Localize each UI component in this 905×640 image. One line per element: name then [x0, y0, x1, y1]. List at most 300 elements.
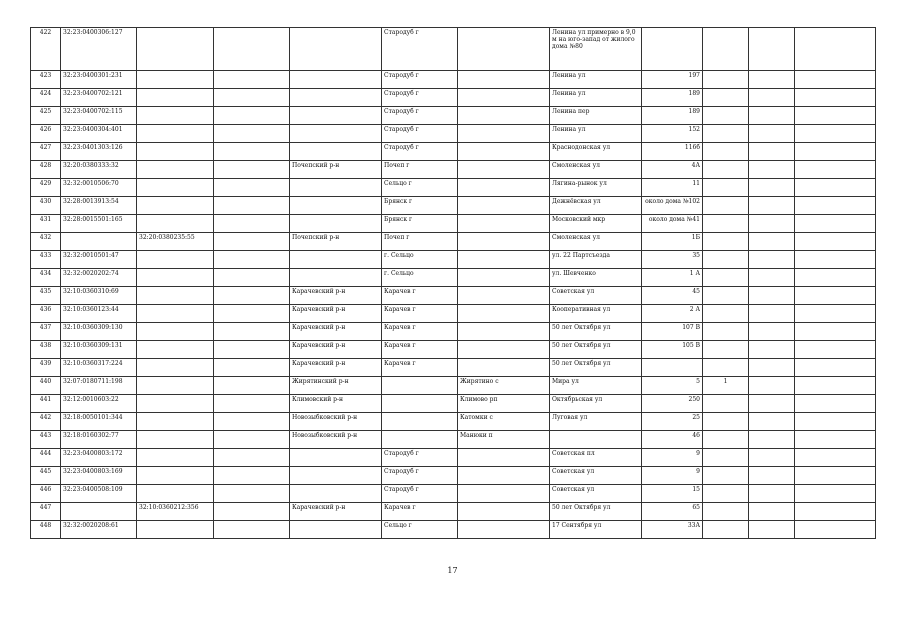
row-number-cell: 432 — [31, 233, 61, 251]
building-cell — [703, 449, 749, 467]
settlement-cell — [458, 449, 550, 467]
building-cell — [703, 125, 749, 143]
empty-cell — [749, 179, 795, 197]
cadastral-number-cell: 32:12:0010603:22 — [61, 395, 137, 413]
settlement-cell — [458, 359, 550, 377]
empty-cell — [749, 503, 795, 521]
house-number-cell: 1Б — [642, 233, 703, 251]
empty-cell — [795, 89, 876, 107]
cadastral-number-cell: 32:18:0050101:344 — [61, 413, 137, 431]
city-cell — [382, 413, 458, 431]
district-cell: Почепский р-н — [290, 233, 382, 251]
empty-cell — [795, 143, 876, 161]
table-row — [31, 89, 876, 107]
empty-cell — [749, 377, 795, 395]
district-cell — [290, 521, 382, 539]
district-cell — [290, 449, 382, 467]
city-cell — [382, 377, 458, 395]
empty-cell — [214, 269, 290, 287]
settlement-cell — [458, 233, 550, 251]
registry-table — [30, 27, 876, 539]
city-cell: Почеп г — [382, 161, 458, 179]
parent-cadastral-number-cell: 32:20:0380235:55 — [137, 233, 214, 251]
house-number-cell: 1 А — [642, 269, 703, 287]
parent-cadastral-number-cell — [137, 341, 214, 359]
row-number-cell: 436 — [31, 305, 61, 323]
street-cell: Советская ул — [550, 467, 642, 485]
district-cell — [290, 107, 382, 125]
district-cell: Новозыбковский р-н — [290, 431, 382, 449]
empty-cell — [749, 287, 795, 305]
row-number-cell: 425 — [31, 107, 61, 125]
empty-cell — [214, 28, 290, 71]
empty-cell — [214, 377, 290, 395]
house-number-cell: 105 В — [642, 341, 703, 359]
cadastral-number-cell: 32:07:0180711:198 — [61, 377, 137, 395]
empty-cell — [749, 395, 795, 413]
street-cell: Октябрьская ул — [550, 395, 642, 413]
building-cell — [703, 161, 749, 179]
empty-cell — [795, 341, 876, 359]
table-row — [31, 503, 876, 521]
district-cell: Почепский р-н — [290, 161, 382, 179]
street-cell: 50 лет Октября ул — [550, 503, 642, 521]
settlement-cell — [458, 28, 550, 71]
table-row — [31, 269, 876, 287]
building-cell — [703, 521, 749, 539]
row-number-cell: 437 — [31, 323, 61, 341]
district-cell: Карачевский р-н — [290, 341, 382, 359]
row-number-cell: 428 — [31, 161, 61, 179]
table-row — [31, 233, 876, 251]
building-cell — [703, 71, 749, 89]
street-cell: Смоленская ул — [550, 161, 642, 179]
building-cell — [703, 305, 749, 323]
building-cell — [703, 251, 749, 269]
street-cell: Луговая ул — [550, 413, 642, 431]
table-row — [31, 449, 876, 467]
parent-cadastral-number-cell: 32:10:0360212:356 — [137, 503, 214, 521]
building-cell — [703, 341, 749, 359]
empty-cell — [214, 359, 290, 377]
settlement-cell — [458, 161, 550, 179]
street-cell: ул. 22 Партсъезда — [550, 251, 642, 269]
cadastral-number-cell: 32:10:0360123:44 — [61, 305, 137, 323]
city-cell: Стародуб г — [382, 71, 458, 89]
empty-cell — [214, 233, 290, 251]
city-cell: Карачев г — [382, 305, 458, 323]
street-cell: Дежнёвская ул — [550, 197, 642, 215]
empty-cell — [214, 431, 290, 449]
street-cell: Кооперативная ул — [550, 305, 642, 323]
row-number-cell: 430 — [31, 197, 61, 215]
street-cell: Лягина-рынок ул — [550, 179, 642, 197]
district-cell — [290, 28, 382, 71]
building-cell — [703, 179, 749, 197]
settlement-cell — [458, 143, 550, 161]
building-cell — [703, 28, 749, 71]
empty-cell — [749, 359, 795, 377]
empty-cell — [795, 503, 876, 521]
table-row — [31, 179, 876, 197]
city-cell: г. Сельцо — [382, 269, 458, 287]
row-number-cell: 429 — [31, 179, 61, 197]
empty-cell — [749, 323, 795, 341]
page-number: 17 — [447, 566, 458, 575]
city-cell — [382, 431, 458, 449]
settlement-cell: Манюки п — [458, 431, 550, 449]
street-cell: Ленина ул — [550, 89, 642, 107]
row-number-cell: 427 — [31, 143, 61, 161]
row-number-cell: 447 — [31, 503, 61, 521]
table-row — [31, 287, 876, 305]
parent-cadastral-number-cell — [137, 215, 214, 233]
empty-cell — [214, 305, 290, 323]
building-cell — [703, 503, 749, 521]
settlement-cell — [458, 269, 550, 287]
empty-cell — [749, 28, 795, 71]
empty-cell — [214, 485, 290, 503]
parent-cadastral-number-cell — [137, 197, 214, 215]
cadastral-number-cell: 32:28:0013913:54 — [61, 197, 137, 215]
street-cell: 50 лет Октября ул — [550, 341, 642, 359]
street-cell: Советская пл — [550, 449, 642, 467]
house-number-cell: 5 — [642, 377, 703, 395]
empty-cell — [795, 125, 876, 143]
parent-cadastral-number-cell — [137, 395, 214, 413]
row-number-cell: 441 — [31, 395, 61, 413]
settlement-cell: Климово рп — [458, 395, 550, 413]
empty-cell — [214, 215, 290, 233]
empty-cell — [795, 413, 876, 431]
table-row — [31, 71, 876, 89]
empty-cell — [214, 197, 290, 215]
row-number-cell: 442 — [31, 413, 61, 431]
settlement-cell — [458, 179, 550, 197]
street-cell: Московский мкр — [550, 215, 642, 233]
empty-cell — [214, 413, 290, 431]
parent-cadastral-number-cell — [137, 89, 214, 107]
table-body — [31, 28, 876, 539]
settlement-cell — [458, 503, 550, 521]
street-cell: Советская ул — [550, 287, 642, 305]
building-cell — [703, 485, 749, 503]
building-cell — [703, 359, 749, 377]
parent-cadastral-number-cell — [137, 143, 214, 161]
empty-cell — [795, 431, 876, 449]
empty-cell — [214, 503, 290, 521]
parent-cadastral-number-cell — [137, 413, 214, 431]
table-row — [31, 485, 876, 503]
house-number-cell: 46 — [642, 431, 703, 449]
empty-cell — [795, 449, 876, 467]
district-cell: Карачевский р-н — [290, 287, 382, 305]
row-number-cell: 443 — [31, 431, 61, 449]
building-cell — [703, 395, 749, 413]
empty-cell — [795, 28, 876, 71]
table-row — [31, 107, 876, 125]
parent-cadastral-number-cell — [137, 485, 214, 503]
cadastral-number-cell: 32:32:0010506:70 — [61, 179, 137, 197]
empty-cell — [795, 287, 876, 305]
cadastral-number-cell: 32:18:0160302:77 — [61, 431, 137, 449]
row-number-cell: 448 — [31, 521, 61, 539]
empty-cell — [214, 89, 290, 107]
house-number-cell: 33А — [642, 521, 703, 539]
parent-cadastral-number-cell — [137, 305, 214, 323]
row-number-cell: 446 — [31, 485, 61, 503]
empty-cell — [749, 125, 795, 143]
district-cell — [290, 143, 382, 161]
building-cell — [703, 287, 749, 305]
building-cell — [703, 269, 749, 287]
building-cell — [703, 197, 749, 215]
street-cell: ул. Шевченко — [550, 269, 642, 287]
district-cell — [290, 251, 382, 269]
city-cell: Стародуб г — [382, 143, 458, 161]
house-number-cell: 15 — [642, 485, 703, 503]
row-number-cell: 426 — [31, 125, 61, 143]
settlement-cell — [458, 197, 550, 215]
table-row — [31, 305, 876, 323]
district-cell — [290, 467, 382, 485]
city-cell: Стародуб г — [382, 125, 458, 143]
empty-cell — [214, 341, 290, 359]
parent-cadastral-number-cell — [137, 377, 214, 395]
district-cell — [290, 125, 382, 143]
cadastral-number-cell: 32:10:0360309:130 — [61, 323, 137, 341]
city-cell: Карачев г — [382, 287, 458, 305]
parent-cadastral-number-cell — [137, 71, 214, 89]
city-cell: Стародуб г — [382, 467, 458, 485]
table-row — [31, 215, 876, 233]
row-number-cell: 439 — [31, 359, 61, 377]
empty-cell — [795, 233, 876, 251]
row-number-cell: 440 — [31, 377, 61, 395]
city-cell: Стародуб г — [382, 28, 458, 71]
city-cell: Стародуб г — [382, 485, 458, 503]
empty-cell — [749, 485, 795, 503]
house-number-cell: 9 — [642, 449, 703, 467]
empty-cell — [795, 521, 876, 539]
house-number-cell: 65 — [642, 503, 703, 521]
house-number-cell: около дома №41 — [642, 215, 703, 233]
row-number-cell: 434 — [31, 269, 61, 287]
empty-cell — [749, 143, 795, 161]
city-cell: Брянск г — [382, 197, 458, 215]
district-cell — [290, 485, 382, 503]
empty-cell — [214, 251, 290, 269]
house-number-cell — [642, 28, 703, 71]
street-cell: Ленина пер — [550, 107, 642, 125]
street-cell — [550, 431, 642, 449]
empty-cell — [749, 341, 795, 359]
settlement-cell — [458, 125, 550, 143]
house-number-cell: 11 — [642, 179, 703, 197]
parent-cadastral-number-cell — [137, 521, 214, 539]
table-row — [31, 251, 876, 269]
parent-cadastral-number-cell — [137, 359, 214, 377]
table-row — [31, 161, 876, 179]
parent-cadastral-number-cell — [137, 251, 214, 269]
empty-cell — [214, 323, 290, 341]
street-cell: Ленина ул — [550, 71, 642, 89]
table-row — [31, 125, 876, 143]
city-cell: г. Сельцо — [382, 251, 458, 269]
cadastral-number-cell: 32:23:0400803:172 — [61, 449, 137, 467]
parent-cadastral-number-cell — [137, 449, 214, 467]
empty-cell — [749, 269, 795, 287]
empty-cell — [214, 395, 290, 413]
row-number-cell: 431 — [31, 215, 61, 233]
row-number-cell: 438 — [31, 341, 61, 359]
building-cell — [703, 107, 749, 125]
district-cell: Жирятинский р-н — [290, 377, 382, 395]
house-number-cell: 25 — [642, 413, 703, 431]
table-row — [31, 143, 876, 161]
empty-cell — [214, 179, 290, 197]
house-number-cell: 152 — [642, 125, 703, 143]
parent-cadastral-number-cell — [137, 161, 214, 179]
row-number-cell: 444 — [31, 449, 61, 467]
empty-cell — [214, 521, 290, 539]
district-cell: Карачевский р-н — [290, 503, 382, 521]
parent-cadastral-number-cell — [137, 287, 214, 305]
district-cell — [290, 179, 382, 197]
district-cell — [290, 197, 382, 215]
settlement-cell — [458, 287, 550, 305]
cadastral-number-cell: 32:23:0401303:126 — [61, 143, 137, 161]
empty-cell — [795, 323, 876, 341]
house-number-cell — [642, 359, 703, 377]
house-number-cell: 9 — [642, 467, 703, 485]
cadastral-number-cell: 32:20:0380333:32 — [61, 161, 137, 179]
street-cell: 50 лет Октября ул — [550, 359, 642, 377]
table-row — [31, 413, 876, 431]
house-number-cell: 35 — [642, 251, 703, 269]
cadastral-number-cell: 32:23:0400702:115 — [61, 107, 137, 125]
street-cell: Советская ул — [550, 485, 642, 503]
empty-cell — [749, 215, 795, 233]
city-cell: Карачев г — [382, 503, 458, 521]
settlement-cell: Жирятино с — [458, 377, 550, 395]
empty-cell — [795, 71, 876, 89]
city-cell: Карачев г — [382, 341, 458, 359]
empty-cell — [214, 107, 290, 125]
district-cell: Карачевский р-н — [290, 305, 382, 323]
settlement-cell — [458, 323, 550, 341]
empty-cell — [749, 413, 795, 431]
empty-cell — [795, 359, 876, 377]
row-number-cell: 435 — [31, 287, 61, 305]
building-cell — [703, 413, 749, 431]
building-cell — [703, 431, 749, 449]
table-row — [31, 341, 876, 359]
cadastral-number-cell: 32:10:0360310:69 — [61, 287, 137, 305]
city-cell: Сельцо г — [382, 179, 458, 197]
empty-cell — [795, 269, 876, 287]
settlement-cell — [458, 71, 550, 89]
empty-cell — [795, 161, 876, 179]
cadastral-number-cell: 32:23:0400702:121 — [61, 89, 137, 107]
parent-cadastral-number-cell — [137, 269, 214, 287]
empty-cell — [795, 107, 876, 125]
building-cell — [703, 233, 749, 251]
settlement-cell — [458, 521, 550, 539]
empty-cell — [749, 89, 795, 107]
table-row — [31, 431, 876, 449]
parent-cadastral-number-cell — [137, 323, 214, 341]
house-number-cell: 116б — [642, 143, 703, 161]
row-number-cell: 433 — [31, 251, 61, 269]
empty-cell — [749, 305, 795, 323]
building-cell — [703, 89, 749, 107]
house-number-cell: 4А — [642, 161, 703, 179]
empty-cell — [749, 431, 795, 449]
cadastral-number-cell: 32:28:0015501:165 — [61, 215, 137, 233]
house-number-cell: 189 — [642, 89, 703, 107]
empty-cell — [749, 71, 795, 89]
empty-cell — [214, 161, 290, 179]
empty-cell — [795, 197, 876, 215]
parent-cadastral-number-cell — [137, 179, 214, 197]
house-number-cell: 189 — [642, 107, 703, 125]
settlement-cell — [458, 341, 550, 359]
cadastral-number-cell: 32:23:0400301:231 — [61, 71, 137, 89]
settlement-cell — [458, 485, 550, 503]
settlement-cell — [458, 305, 550, 323]
empty-cell — [795, 395, 876, 413]
street-cell: Ленина ул — [550, 125, 642, 143]
building-cell — [703, 215, 749, 233]
settlement-cell — [458, 107, 550, 125]
building-cell — [703, 467, 749, 485]
empty-cell — [749, 107, 795, 125]
city-cell: Стародуб г — [382, 449, 458, 467]
empty-cell — [795, 377, 876, 395]
district-cell: Карачевский р-н — [290, 359, 382, 377]
empty-cell — [214, 143, 290, 161]
city-cell: Стародуб г — [382, 107, 458, 125]
city-cell: Сельцо г — [382, 521, 458, 539]
row-number-cell: 422 — [31, 28, 61, 71]
parent-cadastral-number-cell — [137, 431, 214, 449]
cadastral-number-cell: 32:23:0400304:401 — [61, 125, 137, 143]
cadastral-number-cell: 32:32:0020208:61 — [61, 521, 137, 539]
table-row — [31, 521, 876, 539]
row-number-cell: 423 — [31, 71, 61, 89]
table-row — [31, 395, 876, 413]
table-row — [31, 28, 876, 71]
building-cell — [703, 323, 749, 341]
building-cell — [703, 143, 749, 161]
empty-cell — [749, 521, 795, 539]
empty-cell — [749, 161, 795, 179]
table-row — [31, 377, 876, 395]
house-number-cell: 250 — [642, 395, 703, 413]
empty-cell — [749, 467, 795, 485]
empty-cell — [214, 125, 290, 143]
cadastral-number-cell: 32:10:0360317:224 — [61, 359, 137, 377]
city-cell: Брянск г — [382, 215, 458, 233]
city-cell — [382, 395, 458, 413]
cadastral-number-cell — [61, 503, 137, 521]
row-number-cell: 445 — [31, 467, 61, 485]
cadastral-number-cell: 32:32:0010501:47 — [61, 251, 137, 269]
settlement-cell — [458, 89, 550, 107]
settlement-cell — [458, 251, 550, 269]
empty-cell — [795, 215, 876, 233]
